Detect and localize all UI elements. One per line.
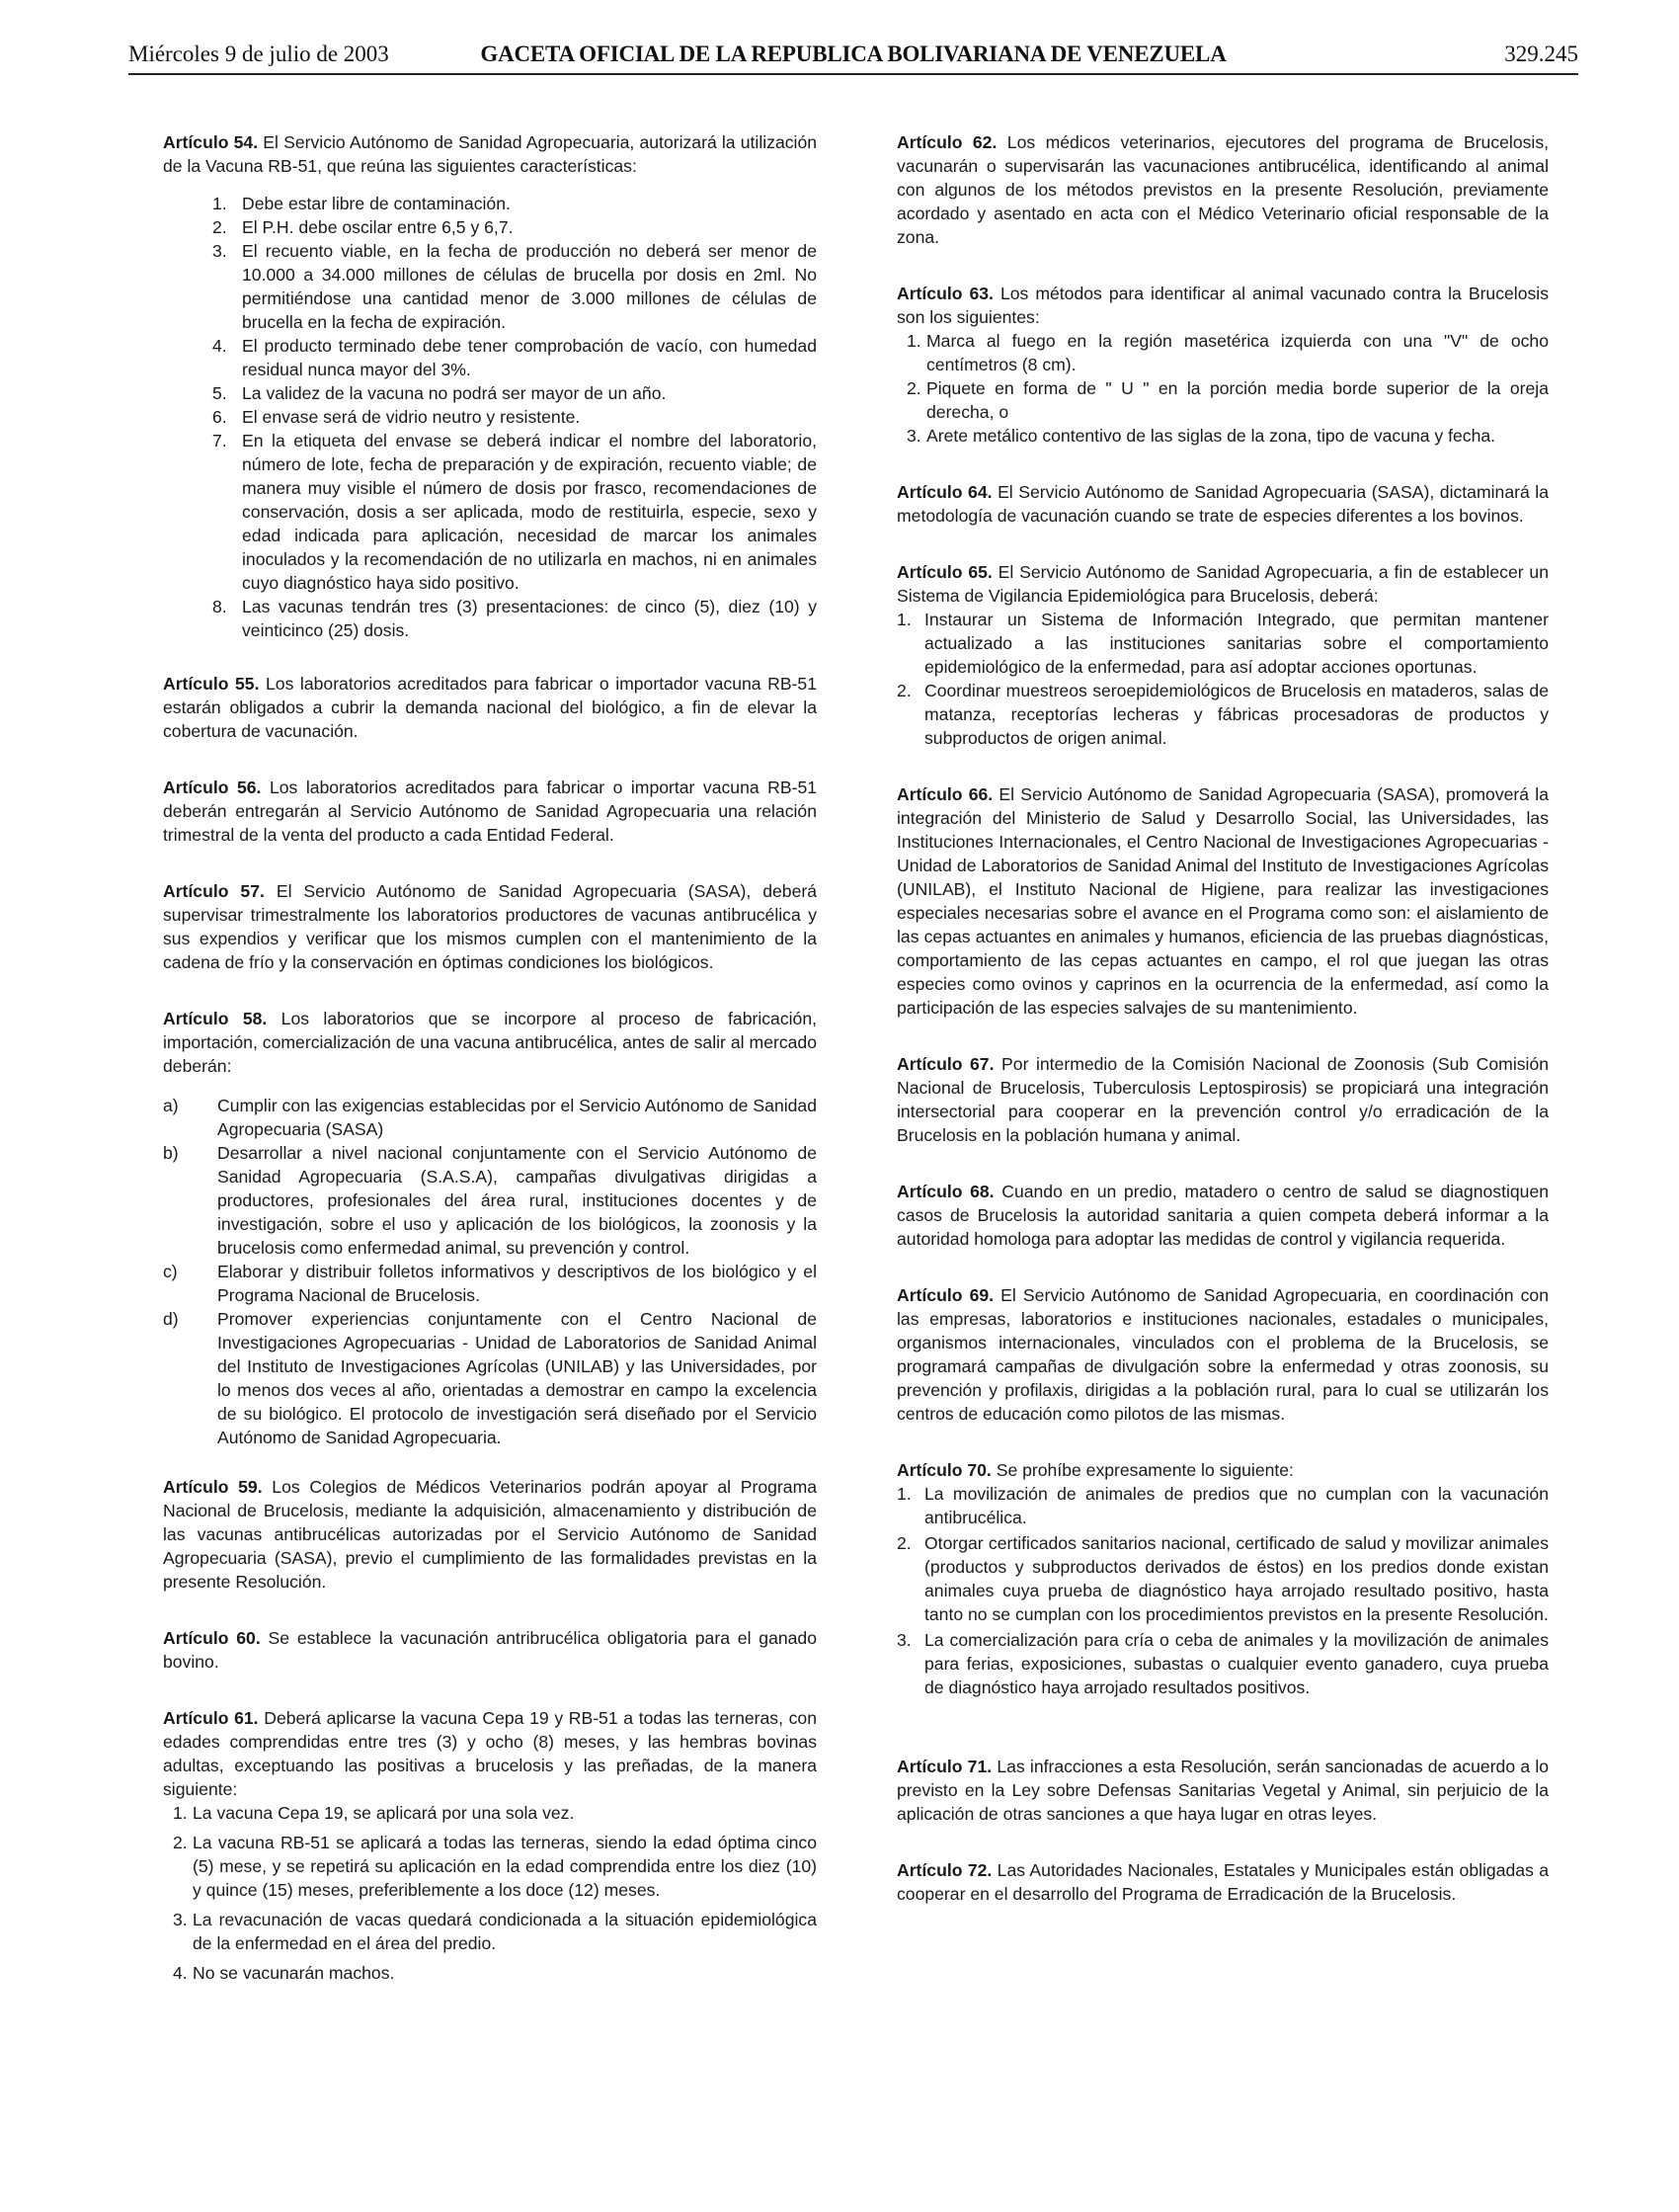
article-68 bbox=[897, 1180, 1549, 1251]
list-item: 8. Las vacunas tendrán tres (3) presentaciones: de cinco (5), diez (10) y veinticinco (25) dosis. bbox=[212, 597, 817, 640]
list-item: 2. Otorgar certificados sanitarios nacional, certificado de salud y movilizar animales (productos y subproductos derivados de éstos) en los predios donde existan animales cuya prueba de diagnóstico haya arrojado resultado positivo, hasta tanto no se cumplan con los procedimientos previstos en la presente Resolución. bbox=[897, 1533, 1549, 1624]
article-62-heading: Artículo 62. bbox=[897, 132, 998, 152]
list-item: c) Elaborar y distribuir folletos informativos y descriptivos de los biológico y el Programa Nacional de Brucelosis. bbox=[163, 1262, 817, 1305]
article-69-text: El Servicio Autónomo de Sanidad Agropecuaria, en coordinación con las empresas, laboratorios e instituciones nacionales, estadales o municipales, organismos internacionales, vinculados con el problema de la Brucelosis, se programará campañas de divulgación sobre la enfermedad y otras zoonosis, su prevención y profilaxis, dirigidas a la población rural, para lo cual se utilizarán los centros de educación como pilotos de las mismas. bbox=[897, 1285, 1549, 1424]
article-57-text: El Servicio Autónomo de Sanidad Agropecuaria (SASA), deberá supervisar trimestralmente los laboratorios productores de vacunas antibrucélica y sus expendios y verificar que los mismos cumplen con el mantenimiento de la cadena de frío y la conservación en óptimas condiciones los biológicos. bbox=[163, 881, 818, 972]
list-item: 2. El P.H. debe oscilar entre 6,5 y 6,7. bbox=[212, 217, 514, 237]
article-63-list bbox=[897, 329, 1549, 448]
list-item: 3. La comercialización para cría o ceba de animales y la movilización de animales para ferias, exposiciones, subastas o cualquier evento ganadero, cuya prueba de diagnóstico haya arrojado resultados positivos. bbox=[897, 1630, 1549, 1697]
list-item: 3. Arete metálico contentivo de las siglas de la zona, tipo de vacuna y fecha. bbox=[907, 426, 1496, 446]
list-item: 4. El producto terminado debe tener comprobación de vacío, con humedad residual nunca mayor del 3%. bbox=[212, 336, 817, 379]
article-67 bbox=[897, 1052, 1549, 1147]
article-70-heading: Artículo 70. bbox=[897, 1460, 992, 1480]
article-61-list bbox=[163, 1801, 817, 1985]
article-56-heading: Artículo 56. bbox=[163, 778, 262, 797]
article-54-list bbox=[163, 192, 817, 642]
article-65 bbox=[897, 560, 1549, 750]
article-72-text: Las Autoridades Nacionales, Estatales y Municipales están obligadas a cooperar en el desarrollo del Programa de Erradicación de la Brucelosis. bbox=[897, 1860, 1550, 1904]
article-72-heading: Artículo 72. bbox=[897, 1860, 993, 1880]
article-61 bbox=[163, 1706, 817, 1985]
list-item: 1. Debe estar libre de contaminación. bbox=[212, 194, 511, 213]
article-59-text: Los Colegios de Médicos Veterinarios podrán apoyar al Programa Nacional de Brucelosis, mediante la adquisición, almacenamiento y distribución de las vacunas antibrucélicas autorizadas por el Servicio Autónomo de Sanidad Agropecuaria (SASA), previo el cumplimiento de las formalidades previstas en la presente Resolución. bbox=[163, 1477, 818, 1592]
article-70 bbox=[897, 1458, 1549, 1699]
list-item: 1. La movilización de animales de predios que no cumplan con la vacunación antibrucélica. bbox=[897, 1484, 1549, 1527]
article-55-text: Los laboratorios acreditados para fabricar o importador vacuna RB-51 estarán obligados a cubrir la demanda nacional del biológico, a fin de elevar la cobertura de vacunación. bbox=[163, 674, 817, 741]
article-65-text: El Servicio Autónomo de Sanidad Agropecuaria, a fin de establecer un Sistema de Vigilancia Epidemiológica para Brucelosis, deberá: bbox=[897, 562, 1550, 606]
article-56 bbox=[163, 776, 817, 847]
article-55 bbox=[163, 672, 817, 743]
article-58-heading: Artículo 58. bbox=[163, 1009, 268, 1028]
article-54-text: El Servicio Autónomo de Sanidad Agropecuaria, autorizará la utilización de la Vacuna RB-51, que reúna las siguientes características: bbox=[163, 132, 818, 176]
article-63-text: Los métodos para identificar al animal vacunado contra la Brucelosis son los siguientes: bbox=[897, 284, 1549, 327]
list-item: d) Promover experiencias conjuntamente con el Centro Nacional de Investigaciones Agropecuarias - Unidad de Laboratorios de Sanidad Animal del Instituto de Investigaciones Agrícolas (UNILAB) y las Universidades, por lo menos dos veces al año, orientadas a demostrar en campo la excelencia de su biológico. El protocolo de investigación será diseñado por el Servicio Autónomo de Sanidad Agropecuaria. bbox=[163, 1309, 817, 1447]
article-62-text: Los médicos veterinarios, ejecutores del programa de Brucelosis, vacunarán o supervisarán las vacunaciones antibrucélica, identificando al animal con algunos de los métodos previstos en la presente Resolución, previamente acordado y asentado en acta con el Médico Veterinario oficial responsable de la zona. bbox=[897, 132, 1550, 247]
article-70-text: Se prohíbe expresamente lo siguiente: bbox=[996, 1460, 1294, 1480]
article-56-text: Los laboratorios acreditados para fabricar o importar vacuna RB-51 deberán entregarán al Servicio Autónomo de Sanidad Agropecuaria una relación trimestral de la venta del producto a cada Entidad Federal. bbox=[163, 778, 818, 845]
article-70-list bbox=[897, 1482, 1549, 1699]
list-item: b) Desarrollar a nivel nacional conjuntamente con el Servicio Autónomo de Sanidad Agropecuaria (S.A.S.A), campañas divulgativas dirigidas a productores, profesionales del área rural, instituciones docentes y de investigación, sobre el uso y aplicación de los biológicos, la zoonosis y la brucelosis como enfermedad animal, su prevención y control. bbox=[163, 1143, 817, 1258]
article-68-heading: Artículo 68. bbox=[897, 1182, 995, 1201]
article-58-list bbox=[163, 1094, 817, 1449]
article-54-heading: Artículo 54. bbox=[163, 132, 259, 152]
article-68-text: Cuando en un predio, matadero o centro de salud se diagnostiquen casos de Brucelosis la autoridad sanitaria a quien competa deberá informar a la autoridad homologa para adoptar las medidas de control y vigilancia requerida. bbox=[897, 1182, 1550, 1249]
article-58 bbox=[163, 1007, 817, 1449]
list-item: 5. La validez de la vacuna no podrá ser mayor de un año. bbox=[212, 383, 667, 403]
article-58-text: Los laboratorios que se incorpore al proceso de fabricación, importación, comercialización de una vacuna antibrucélica, antes de salir al mercado deberán: bbox=[163, 1009, 818, 1076]
page-header bbox=[128, 38, 1578, 77]
article-59 bbox=[163, 1475, 817, 1594]
right-column bbox=[897, 130, 1549, 1938]
article-67-text: Por intermedio de la Comisión Nacional de Zoonosis (Sub Comisión Nacional de Brucelosis, Tuberculosis Leptospirosis) se propiciará una integración intersectorial para cooperar en la prevención control y/o erradicación de la Brucelosis en la población humana y animal. bbox=[897, 1054, 1550, 1145]
left-column bbox=[163, 130, 817, 1991]
list-item: 7. En la etiqueta del envase se deberá indicar el nombre del laboratorio, número de lote, fecha de preparación y de expiración, recuento viable; de manera muy visible el número de dosis por frasco, recomendaciones de conservación, dosis a ser aplicada, modo de restituirla, especie, sexo y edad indicada para aplicación, necesidad de marcar los animales inoculados y la recomendación de no utilizarla en machos, ni en animales cuyo diagnóstico haya sido positivo. bbox=[212, 431, 817, 593]
article-57 bbox=[163, 879, 817, 974]
article-66-text: El Servicio Autónomo de Sanidad Agropecuaria (SASA), promoverá la integración del Ministerio de Salud y Desarrollo Social, las Universidades, las Instituciones Internacionales, el Centro Nacional de Investigaciones Agropecuarias - Unidad de Laboratorios de Sanidad Animal del Instituto de Investigaciones Agrícolas (UNILAB), el Instituto Nacional de Higiene, para realizar las investigaciones especiales necesarias sobre el avance en el Programa como son: el aislamiento de las cepas actuantes en animales y humanos, eficiencia de las pruebas diagnósticas, comportamiento de las cepas actuantes en campo, el rol que juegan las otras especies como ovinos y caprinos en la ocurrencia de la enfermedad, así como la participación de las especies salvajes de su mantenimiento. bbox=[897, 784, 1549, 1018]
article-63-heading: Artículo 63. bbox=[897, 284, 994, 303]
article-66 bbox=[897, 782, 1549, 1020]
article-61-text: Deberá aplicarse la vacuna Cepa 19 y RB-51 a todas las terneras, con edades comprendidas entre tres (3) y ocho (8) meses, y las hembras bovinas adultas, exceptuando las positivas a brucelosis y las preñadas, de la manera siguiente: bbox=[163, 1708, 817, 1799]
header-title: GACETA OFICIAL DE LA REPUBLICA BOLIVARIANA DE VENEZUELA bbox=[480, 41, 1227, 66]
article-72 bbox=[897, 1858, 1549, 1906]
list-item: 1. Instaurar un Sistema de Información Integrado, que permitan mantener actualizado a las instituciones sanitarias sobre el comportamiento epidemiológico de la enfermedad, para así adoptar acciones oportunas. bbox=[897, 610, 1549, 677]
header-date: Miércoles 9 de julio de 2003 bbox=[128, 41, 389, 66]
list-item: 6. El envase será de vidrio neutro y resistente. bbox=[212, 407, 581, 427]
article-61-heading: Artículo 61. bbox=[163, 1708, 259, 1728]
header-rule bbox=[128, 73, 1578, 75]
article-54 bbox=[163, 130, 817, 642]
article-65-heading: Artículo 65. bbox=[897, 562, 993, 582]
list-item: 3. El recuento viable, en la fecha de producción no deberá ser menor de 10.000 a 34.000 millones de células de brucella por dosis en 2ml. No permitiéndose una cantidad menor de 3.000 millones de células de brucella en la fecha de expiración. bbox=[212, 241, 817, 332]
article-64-text: El Servicio Autónomo de Sanidad Agropecuaria (SASA), dictaminará la metodología de vacunación cuando se trate de especies diferentes a los bovinos. bbox=[897, 482, 1550, 526]
list-item: a) Cumplir con las exigencias establecidas por el Servicio Autónomo de Sanidad Agropecuaria (SASA) bbox=[163, 1096, 817, 1139]
article-67-heading: Artículo 67. bbox=[897, 1054, 995, 1074]
article-64-heading: Artículo 64. bbox=[897, 482, 993, 502]
article-71 bbox=[897, 1755, 1549, 1826]
list-item: 1. La vacuna Cepa 19, se aplicará por una sola vez. bbox=[173, 1803, 575, 1823]
list-item: 2. Coordinar muestreos seroepidemiológicos de Brucelosis en mataderos, salas de matanza, receptorías lecheras y fábricas procesadoras de productos y subproductos de origen animal. bbox=[897, 681, 1549, 748]
article-60-text: Se establece la vacunación antribrucélica obligatoria para el ganado bovino. bbox=[163, 1628, 817, 1672]
article-64 bbox=[897, 480, 1549, 528]
page-number: 329.245 bbox=[1504, 41, 1578, 66]
article-69 bbox=[897, 1283, 1549, 1426]
article-71-text: Las infracciones a esta Resolución, serán sancionadas de acuerdo a lo previsto en la Ley sobre Defensas Sanitarias Vegetal y Animal, sin perjuicio de la aplicación de otras sanciones a que haya lugar en otras leyes. bbox=[897, 1757, 1550, 1824]
article-62 bbox=[897, 130, 1549, 249]
article-63 bbox=[897, 282, 1549, 448]
article-55-heading: Artículo 55. bbox=[163, 674, 260, 694]
list-item: 4. No se vacunarán machos. bbox=[173, 1963, 395, 1983]
article-65-list bbox=[897, 608, 1549, 750]
list-item: 2. La vacuna RB-51 se aplicará a todas las terneras, siendo la edad óptima cinco (5) mese, y se repetirá su aplicación en la edad comprendida entre los diez (10) y quince (15) meses, preferiblemente a los doce (12) meses. bbox=[173, 1833, 817, 1900]
article-60-heading: Artículo 60. bbox=[163, 1628, 261, 1648]
article-66-heading: Artículo 66. bbox=[897, 784, 994, 804]
list-item: 1. Marca al fuego en la región masetérica izquierda con una "V" de ocho centímetros (8 cm). bbox=[907, 331, 1549, 374]
list-item: 2. Piquete en forma de " U " en la porción media borde superior de la oreja derecha, o bbox=[907, 378, 1549, 422]
article-59-heading: Artículo 59. bbox=[163, 1477, 263, 1497]
article-71-heading: Artículo 71. bbox=[897, 1757, 993, 1776]
list-item: 3. La revacunación de vacas quedará condicionada a la situación epidemiológica de la enfermedad en el área del predio. bbox=[173, 1910, 817, 1953]
article-57-heading: Artículo 57. bbox=[163, 881, 265, 901]
article-69-heading: Artículo 69. bbox=[897, 1285, 995, 1305]
article-60 bbox=[163, 1626, 817, 1674]
